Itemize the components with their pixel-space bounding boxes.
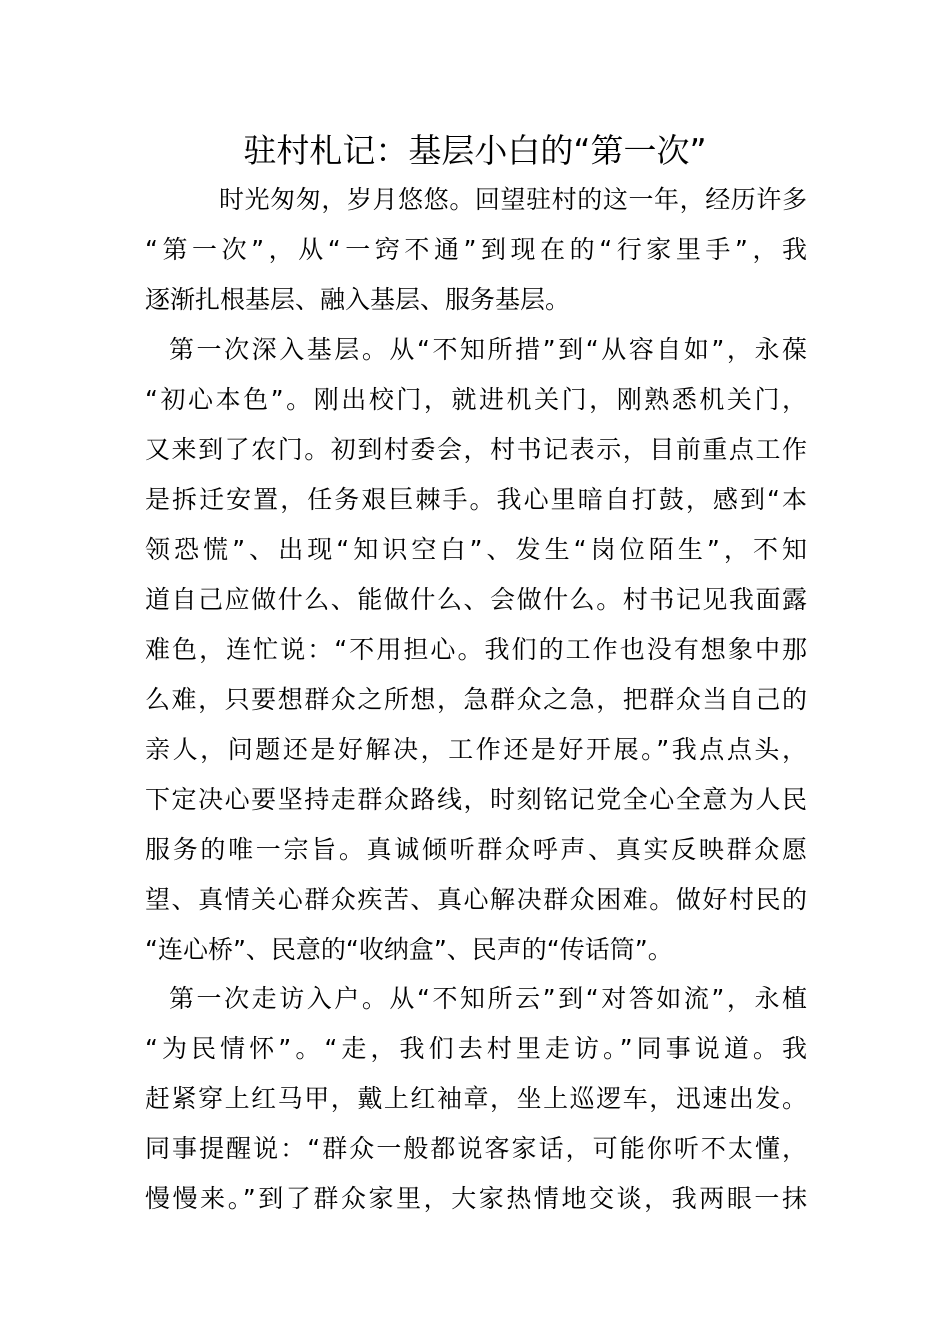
paragraph-2-line-10: 下定决心要坚持走群众路线，时刻铭记党全心全意为人民 xyxy=(145,785,807,814)
paragraph-2-line-9: 亲人，问题还是好解决，工作还是好开展。”我点点头， xyxy=(145,735,807,764)
paragraph-2-line-1: 第一次深入基层。从“不知所措”到“从容自如”，永葆 xyxy=(169,335,807,364)
paragraph-2-line-7: 难色，连忙说：“不用担心。我们的工作也没有想象中那 xyxy=(145,635,807,664)
paragraph-3-line-5: 慢慢来。”到了群众家里，大家热情地交谈，我两眼一抹 xyxy=(145,1184,807,1213)
paragraph-2-line-11: 服务的唯一宗旨。真诚倾听群众呼声、真实反映群众愿 xyxy=(145,835,807,864)
paragraph-2-line-4: 是拆迁安置，任务艰巨棘手。我心里暗自打鼓，感到“本 xyxy=(145,485,807,514)
paragraph-3-line-2: “为民情怀”。“走，我们去村里走访。”同事说道。我 xyxy=(145,1034,807,1063)
paragraph-1-line-2: “第一次”，从“一窍不通”到现在的“行家里手”，我 xyxy=(145,235,807,264)
paragraph-2-line-13: “连心桥”、民意的“收纳盒”、民声的“传话筒”。 xyxy=(145,935,673,964)
paragraph-2-line-12: 望、真情关心群众疾苦、真心解决群众困难。做好村民的 xyxy=(145,885,807,914)
paragraph-3-line-4: 同事提醒说：“群众一般都说客家话，可能你听不太懂， xyxy=(145,1134,807,1163)
paragraph-1-line-1: 时光匆匆，岁月悠悠。回望驻村的这一年，经历许多 xyxy=(219,185,807,214)
paragraph-2-line-6: 道自己应做什么、能做什么、会做什么。村书记见我面露 xyxy=(145,585,807,614)
paragraph-3-line-3: 赶紧穿上红马甲，戴上红袖章，坐上巡逻车，迅速出发。 xyxy=(145,1084,807,1113)
paragraph-2-line-8: 么难，只要想群众之所想，急群众之急，把群众当自己的 xyxy=(145,685,807,714)
paragraph-2-line-5: 领恐慌”、出现“知识空白”、发生“岗位陌生”，不知 xyxy=(145,535,807,564)
document-title: 驻村札记：基层小白的“第一次” xyxy=(243,131,707,170)
paragraph-1-line-3: 逐渐扎根基层、融入基层、服务基层。 xyxy=(145,285,571,314)
paragraph-2-line-3: 又来到了农门。初到村委会，村书记表示，目前重点工作 xyxy=(145,435,807,464)
paragraph-3-line-1: 第一次走访入户。从“不知所云”到“对答如流”，永植 xyxy=(169,984,807,1013)
paragraph-2-line-2: “初心本色”。刚出校门，就进机关门，刚熟悉机关门， xyxy=(145,385,807,414)
